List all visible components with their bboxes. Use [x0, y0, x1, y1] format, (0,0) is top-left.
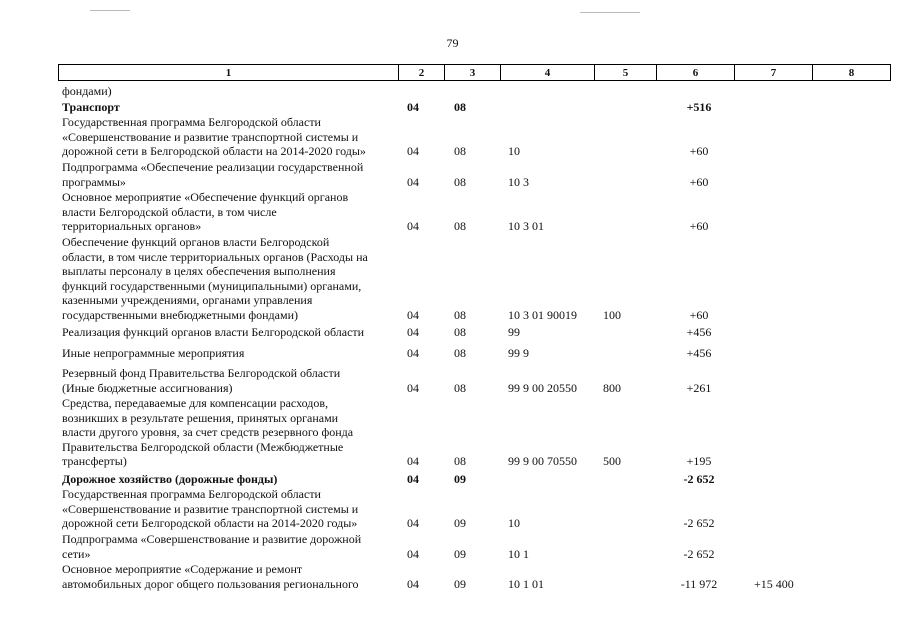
row-description-line: Государственная программа Белгородской области: [62, 115, 321, 129]
row-description-line: государственными внебюджетными фондами): [62, 307, 299, 322]
cell-c3: 08: [454, 100, 466, 114]
column-header-8: 8: [813, 65, 891, 81]
row-description-line: дорожной сети в Белгородской области на 2014-2020 годы»: [62, 144, 366, 159]
column-header-table: [58, 64, 891, 81]
column-header-6: 6: [657, 65, 735, 81]
row-description-line: сети»: [62, 546, 91, 561]
row-description-line: Средства, передаваемые для компенсации расходов,: [62, 396, 329, 410]
row-description-line: функций государственными (муниципальными) органами,: [62, 278, 362, 293]
cell-c4: 10: [508, 144, 520, 159]
cell-c6: +516: [686, 100, 712, 114]
cell-c4: 10 3 01 90019: [508, 308, 577, 322]
row-description-line: Государственная программа Белгородской области: [62, 487, 321, 501]
row-description-line: Резервный фонд Правительства Белгородской области: [62, 366, 341, 380]
cell-c2: 04: [407, 546, 419, 561]
column-header-7: 7: [735, 65, 813, 81]
cell-c4: 99 9 00 70550: [508, 454, 577, 469]
cell-c4: 10: [508, 516, 520, 531]
cell-c6: +60: [689, 219, 709, 234]
column-header-2: 2: [399, 65, 445, 81]
cell-c5: 800: [603, 380, 621, 395]
row-description-line: Подпрограмма «Обеспечение реализации государственной: [62, 160, 364, 174]
row-description-line: «Совершенствование и развитие транспортной системы и: [62, 129, 359, 144]
cell-c3: 09: [454, 472, 466, 486]
row-description-line: программы»: [62, 174, 126, 189]
row-description-line: Правительства Белгородской области (Межбюджетные: [62, 439, 344, 454]
cell-c2: 04: [407, 219, 419, 234]
cell-c4: 99: [508, 325, 520, 339]
row-description: [62, 562, 396, 591]
cell-c4: 10 3: [508, 174, 529, 189]
row-description-line: области, в том числе территориальных органов (Расходы на: [62, 249, 368, 264]
cell-c4: 99 9 00 20550: [508, 380, 577, 395]
row-description-line: власти другого уровня, за счет средств резервного фонда: [62, 425, 354, 440]
row-description-line: автомобильных дорог общего пользования регионального: [62, 576, 359, 591]
cell-c7: +15 400: [754, 576, 794, 591]
row-description-line: Реализация функций органов власти Белгородской области: [62, 325, 365, 339]
cell-c6: +60: [689, 174, 709, 189]
cell-c6: +195: [686, 454, 712, 469]
column-header-5: 5: [595, 65, 657, 81]
cell-c6: +456: [686, 346, 712, 360]
row-description: [62, 100, 396, 115]
row-description-line: Иные непрограммные мероприятия: [62, 346, 245, 360]
row-description: [62, 84, 396, 99]
row-description: [62, 115, 396, 159]
cell-c2: 04: [407, 380, 419, 395]
cell-c3: 09: [454, 546, 466, 561]
row-description: [62, 235, 396, 323]
cell-c3: 08: [454, 174, 466, 189]
cell-c2: 04: [407, 516, 419, 531]
row-description-line: территориальных органов»: [62, 219, 202, 234]
cell-c3: 09: [454, 516, 466, 531]
cell-c6: +60: [689, 144, 709, 159]
row-description-line: казенными учреждениями, органами управления: [62, 293, 313, 308]
row-description-line: Дорожное хозяйство (дорожные фонды): [62, 472, 278, 486]
row-description-line: возникших в результате решения, принятых органами: [62, 410, 339, 425]
column-header-3: 3: [445, 65, 501, 81]
cell-c3: 08: [454, 346, 466, 360]
row-description-line: (Иные бюджетные ассигнования): [62, 380, 233, 395]
row-description-line: трансферты): [62, 454, 127, 469]
row-description: [62, 532, 396, 561]
row-description: [62, 160, 396, 189]
row-description-line: выплаты персоналу в целях обеспечения выполнения: [62, 264, 336, 279]
cell-c5: 500: [603, 454, 621, 469]
row-description-line: власти Белгородской области, в том числе: [62, 204, 277, 219]
cell-c3: 09: [454, 576, 466, 591]
row-description-line: Основное мероприятие «Обеспечение функций органов: [62, 190, 349, 204]
cell-c4: 99 9: [508, 346, 529, 360]
cell-c5: 100: [603, 308, 621, 322]
cell-c4: 10 1: [508, 546, 529, 561]
cell-c4: 10 1 01: [508, 576, 544, 591]
cell-c2: 04: [407, 100, 419, 114]
row-description-line: Основное мероприятие «Содержание и ремонт: [62, 562, 303, 576]
cell-c2: 04: [407, 576, 419, 591]
scan-mark: [580, 12, 640, 13]
cell-c3: 08: [454, 219, 466, 234]
scan-mark: [90, 10, 130, 11]
cell-c3: 08: [454, 380, 466, 395]
row-description: [62, 366, 396, 395]
cell-c2: 04: [407, 174, 419, 189]
cell-c3: 08: [454, 308, 466, 322]
row-description: [62, 487, 396, 531]
cell-c2: 04: [407, 346, 419, 360]
row-description-line: Транспорт: [62, 100, 120, 114]
cell-c6: -11 972: [680, 576, 718, 591]
cell-c6: -2 652: [683, 546, 715, 561]
row-description: [62, 346, 396, 361]
cell-c2: 04: [407, 308, 419, 322]
cell-c2: 04: [407, 325, 419, 339]
cell-c2: 04: [407, 454, 419, 469]
cell-c2: 04: [407, 472, 419, 486]
cell-c3: 08: [454, 454, 466, 469]
cell-c6: +456: [686, 325, 712, 339]
row-description-line: фондами): [62, 84, 112, 98]
cell-c3: 08: [454, 144, 466, 159]
row-description-line: «Совершенствование и развитие транспортной системы и: [62, 501, 359, 516]
cell-c6: +261: [686, 380, 712, 395]
row-description: [62, 190, 396, 234]
column-header-4: 4: [501, 65, 595, 81]
row-description: [62, 472, 396, 487]
cell-c6: +60: [689, 308, 709, 322]
page-number: 79: [446, 36, 459, 50]
cell-c4: 10 3 01: [508, 219, 544, 234]
row-description-line: Обеспечение функций органов власти Белгородской: [62, 235, 330, 249]
row-description: [62, 325, 396, 340]
cell-c2: 04: [407, 144, 419, 159]
row-description-line: Подпрограмма «Совершенствование и развитие дорожной: [62, 532, 362, 546]
cell-c6: -2 652: [683, 472, 715, 486]
cell-c3: 08: [454, 325, 466, 339]
row-description: [62, 396, 396, 469]
cell-c6: -2 652: [683, 516, 715, 531]
row-description-line: дорожной сети Белгородской области на 2014-2020 годы»: [62, 516, 358, 531]
column-header-1: 1: [59, 65, 399, 81]
